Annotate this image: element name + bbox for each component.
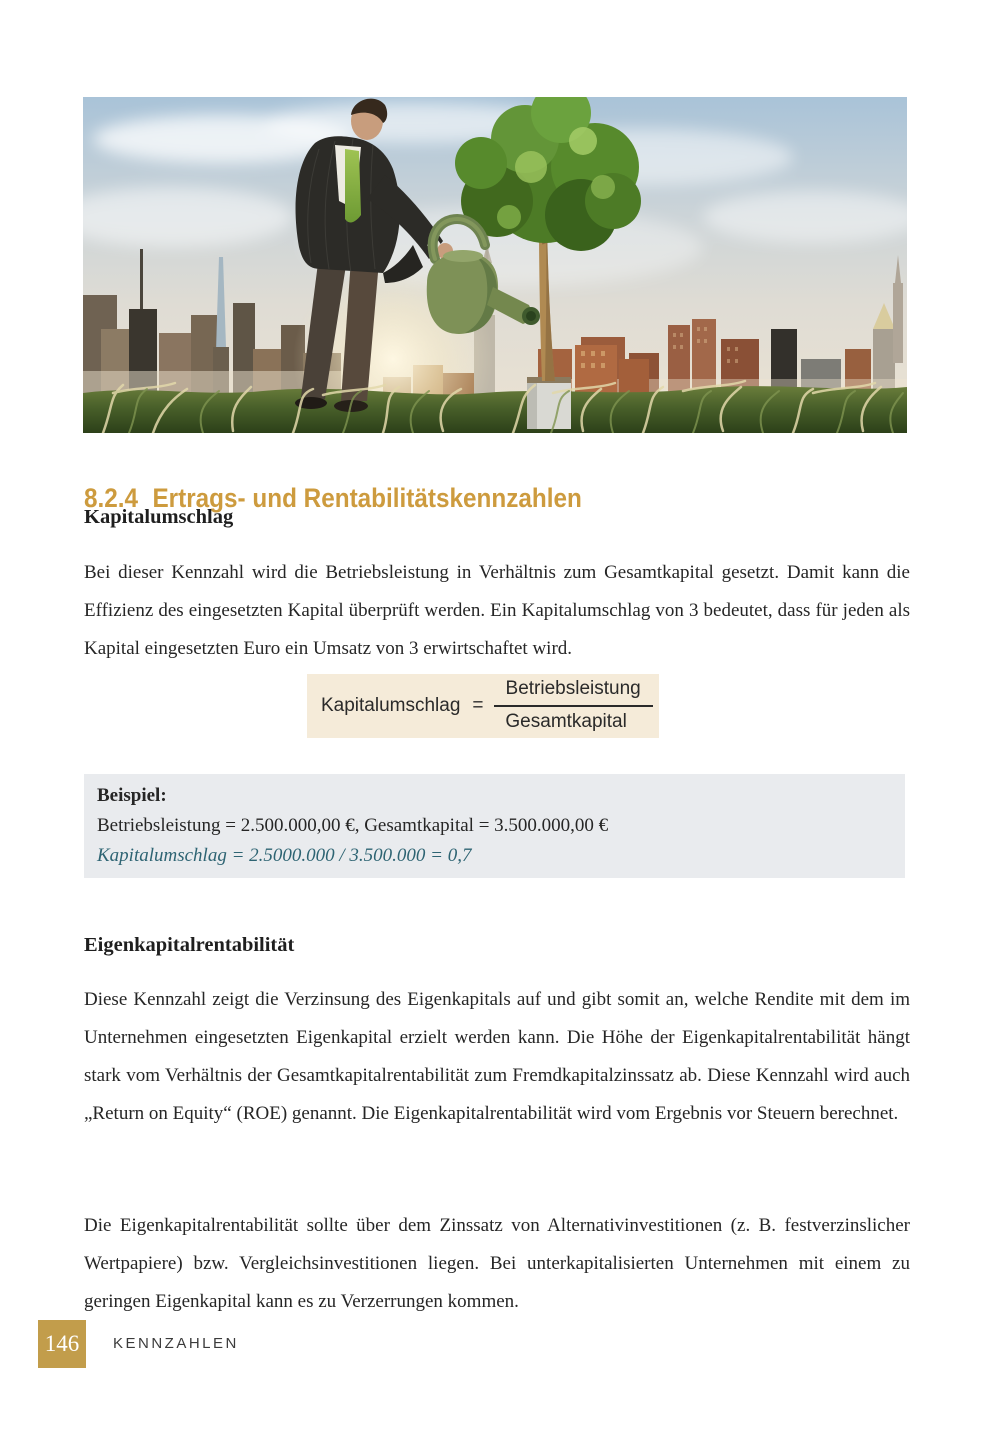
formula-numerator: Betriebsleistung [494, 679, 653, 707]
page-number: 146 [44, 1331, 80, 1356]
section-title: Ertrags- und Rentabilitätskennzahlen [152, 483, 582, 514]
example-line-result: Kapitalumschlag = 2.5000.000 / 3.500.000 = 0,7 [97, 845, 472, 866]
hero-photo [83, 97, 907, 433]
subheading-kapitalumschlag: Kapitalumschlag [84, 506, 234, 528]
example-box [84, 774, 905, 878]
subheading-eigenkapitalrentabilitaet: Eigenkapitalrentabilität [84, 934, 295, 956]
example-label: Beispiel: [97, 785, 167, 806]
formula-label: Kapitalumschlag [321, 695, 461, 716]
section-number: 8.2.4 [84, 483, 139, 514]
formula-denominator: Gesamtkapital [505, 711, 627, 732]
formula-fraction [494, 679, 639, 733]
paragraph-kapitalumschlag: Bei dieser Kennzahl wird die Betriebsleistung in Verhältnis zum Gesamtkapital gesetzt. Damit kann die Effizienz des eingesetzten Kapital überprüft werden. Ein Kapitalumschlag von 3 bedeutet, dass für jeden als Kapital eingesetzten Euro ein Umsatz von 3 erwirtschaftet wird. [84, 562, 910, 659]
footer-chapter-label: KENNZAHLEN [113, 1335, 239, 1352]
formula-box [307, 674, 659, 738]
green-tie [345, 149, 361, 222]
formula-equals: = [472, 695, 484, 716]
grass-band [83, 386, 907, 433]
page-number-box [38, 1320, 86, 1368]
paragraph-eigenkapitalrentabilitaet-1: Diese Kennzahl zeigt die Verzinsung des Eigenkapitals auf und gibt somit an, welche Rendite mit dem im Unternehmen eingesetzten Eigenkapital erzielt werden kann. Die Höhe der Eigenkapitalrentabilität hängt stark vom Verhältnis der Gesamtkapitalrentabilität zum Fremdkapitalzinssatz ab. Diese Kennzahl wird auch „Return on Equity“ (ROE) genannt. Die Eigenkapitalrentabilität wird vom Ergebnis vor Steuern berechnet. [84, 989, 910, 1124]
example-line-values: Betriebsleistung = 2.500.000,00 €, Gesamtkapital = 3.500.000,00 € [97, 815, 609, 836]
paragraph-eigenkapitalrentabilitaet-2: Die Eigenkapitalrentabilität sollte über dem Zinssatz von Alternativinvestitionen (z. B. festverzinslicher Wertpapiere) bzw. Vergleichsinvestitionen liegen. Bei unterkapitalisierten Unternehmen mit einem zu geringen Eigenkapital kann es zu Verzerrungen kommen. [84, 1215, 910, 1312]
